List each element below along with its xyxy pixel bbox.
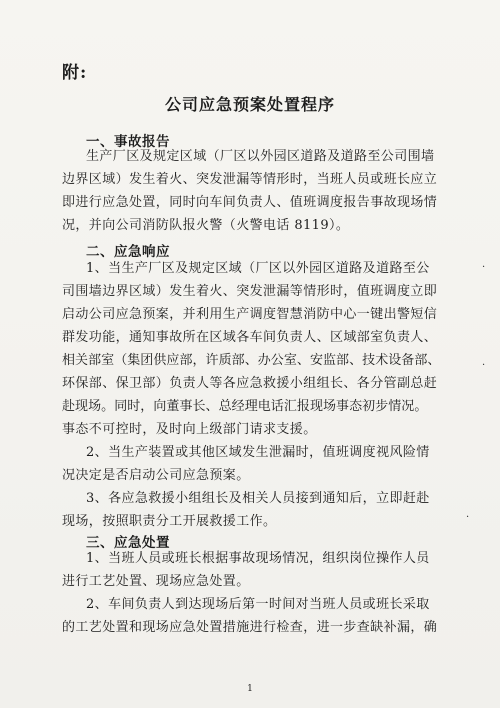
section-heading-emergency-handling: 三、应急处置 — [86, 535, 170, 551]
document-title: 公司应急预案处置程序 — [164, 95, 335, 114]
paragraph-line: 生产厂区及规定区域（厂区以外园区道路及道路至公司围墙 — [86, 149, 435, 164]
page-number: 1 — [247, 684, 253, 694]
paragraph-line: 现场，按照职责分工开展救援工作。 — [62, 514, 277, 529]
paragraph-line: 赴现场。同时，向董事长、总经理电话汇报现场事态初步情况。 — [62, 399, 428, 414]
section-heading-accident-report: 一、事故报告 — [86, 134, 170, 150]
paragraph-line: 事态不可控时，及时向上级部门请求支援。 — [62, 422, 317, 437]
paragraph-line: 群发功能，通知事故所在区域各车间负责人、区域部室负责人、 — [62, 330, 438, 345]
paragraph-line: 相关部室（集团供应部，许质部、办公室、安监部、技术设备部、 — [62, 353, 441, 368]
paragraph-line: 1、当班人员或班长根据事故现场情况，组织岗位操作人员 — [86, 551, 430, 566]
section-body-accident-report — [62, 145, 462, 237]
paragraph-line: 2、当生产装置或其他区域发生泄漏时，值班调度视风险情 — [86, 445, 430, 460]
paragraph-line: 3、各应急救援小组组长及相关人员接到通知后，立即赶赴 — [86, 491, 430, 506]
paragraph-line: 启动公司应急预案，并利用生产调度智慧消防中心一键出警短信 — [62, 307, 438, 322]
section-body-emergency-response — [62, 257, 462, 533]
paragraph-line: 环保部、保卫部）负责人等各应急救援小组组长、各分管副总赶 — [62, 376, 438, 391]
paragraph-line: 1、当生产厂区及规定区域（厂区以外园区道路及道路至公 — [86, 261, 430, 276]
attachment-prefix: 附: — [62, 63, 88, 83]
section-body-emergency-handling — [62, 547, 462, 639]
paragraph-line: 司围墙边界区域）发生着火、突发泄漏等情形时，值班调度立即 — [62, 284, 438, 299]
scan-speck: · — [482, 262, 486, 273]
paragraph-line: 即进行应急处置，同时向车间负责人、值班调度报告事故现场情 — [62, 195, 438, 210]
paragraph-line: 边界区域）发生着火、突发泄漏等情形时，当班人员或班长应立 — [62, 172, 438, 187]
scan-speck: · — [466, 512, 470, 523]
paragraph-line: 2、车间负责人到达现场后第一时间对当班人员或班长采取 — [86, 597, 430, 612]
paragraph-line: 进行工艺处置、现场应急处置。 — [62, 574, 250, 589]
paragraph-line: 的工艺处置和现场应急处置措施进行检查，进一步查缺补漏，确 — [62, 620, 438, 635]
section-heading-emergency-response: 二、应急响应 — [86, 244, 170, 260]
paragraph-line: 况，并向公司消防队报火警（火警电话 8119）。 — [62, 218, 350, 233]
scan-speck: · — [482, 360, 486, 371]
paragraph-line: 况决定是否启动公司应急预案。 — [62, 468, 250, 483]
